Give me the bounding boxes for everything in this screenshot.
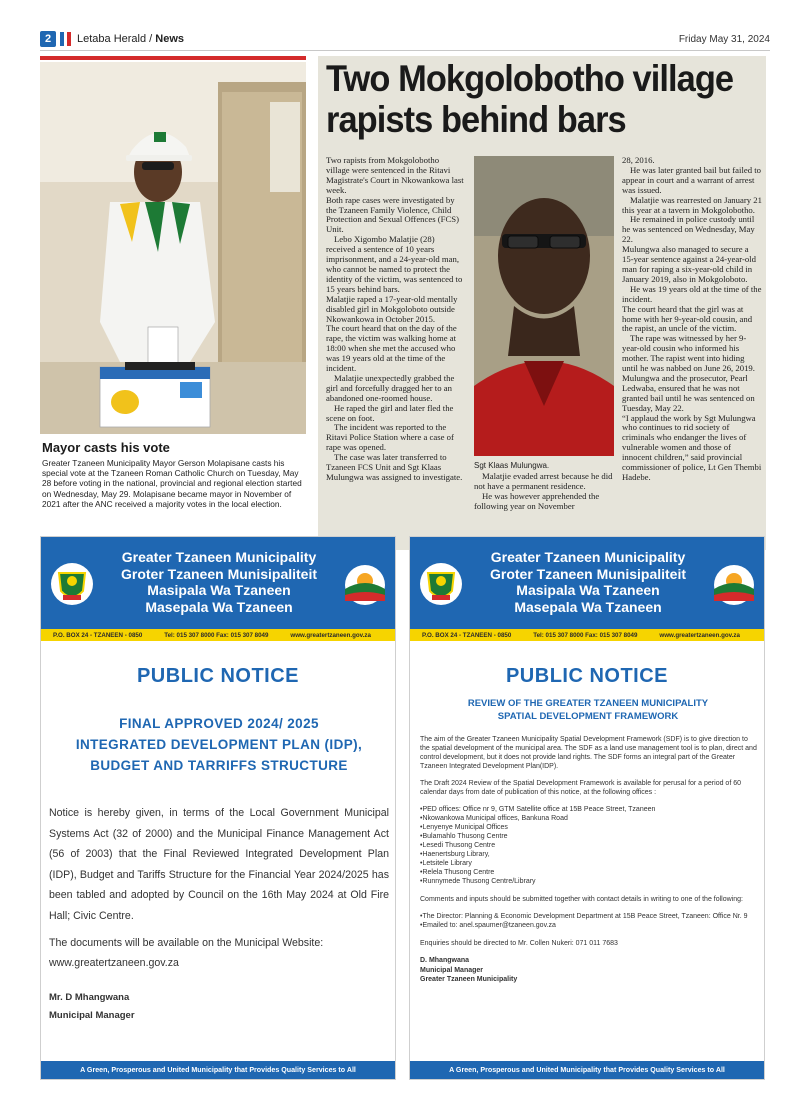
article-paragraph: Lebo Xigombo Malatjie (28) received a sentence of 10 years imprisonment, and a 24-year-old man, who cannot be named to protect the identity of the victim, was sentenced to 15 years behind bars. [326,234,463,294]
sdf-comments: Comments and inputs should be submitted together with contact details in writing to one of the following: [420,896,743,903]
office-list [420,805,758,886]
article-paragraph: Malatjie raped a 17-year-old mentally disabled girl in Mokgoloboto outside Nkowankowa in October 2015. [326,293,458,324]
sdf-enquiries: Enquiries should be directed to Mr. Collen Nukeri: 071 011 7683 [420,940,618,947]
municipality-name-english: Greater Tzaneen Municipality [121,549,317,565]
paper-name [77,33,184,45]
article-headline: Two Mokgolobotho village rapists behind bars [326,58,734,140]
municipality-name-sepedi: Masepala Wa Tzaneen [514,598,662,615]
article-paragraph: Malatjie unexpectedly grabbed the girl and forcefully dragged her to an abandoned one-roomed house. [326,372,455,403]
municipality-name-tsonga: Masipala Wa Tzaneen [147,582,291,598]
article-paragraph: “I applaud the work by Sgt Mulungwa who continues to rid society of criminals who endanger the lives of vulnerable women and those of innocent children,” said provincial commissioner of police, Lt Gen Thembi Hadebe. [622,412,762,482]
article-column-3 [622,156,762,483]
article-column-2 [474,472,614,512]
masthead-name: Letaba Herald [77,33,147,45]
mayor-photo [40,62,306,434]
municipality-name-english: Greater Tzaneen Municipality [490,549,686,565]
documents-line: The documents will be available on the Municipal Website: [49,937,324,949]
municipal-crest-icon [49,561,95,607]
list-item: • Lenyenye Municipal Offices [420,823,758,832]
article-paragraph: The rape was witnessed by her 9-year-old cousin who informed his mother. The rapist went into hiding until he was nabbed on June 26, 2019. Mulungwa and the prosecutor, Pearl Ledwaba, ensured that he was not granted bail until he was sentenced on Tuesday, May 22. [622,333,755,413]
slogan-footer: A Green, Prosperous and United Municipality that Provides Quality Services to All [41,1061,395,1079]
contact-list [420,912,758,930]
signatory-title: Municipal Manager [420,966,484,974]
sdf-aim: The aim of the Greater Tzaneen Municipality Spatial Development Framework (SDF) is to give direction to the spatial development of the municipal area. The SDF as a land use management tool is to plan, direct and control development, but it does not provide land rights. The SDF forms an integral part of the Greater Tzaneen Integrated Development Plan(IDP). [420,736,757,770]
notice-signature [49,989,349,1025]
article-paragraph: Two rapists from Mokgolobotho village were sentenced in the Ritavi Magistrate's Court in Nkowankowa last week. [326,155,464,195]
signatory-title: Municipal Manager [49,1010,135,1021]
photo-accent-rule [40,56,306,60]
article-paragraph: He was later granted bail but failed to appear in court and a warrant of arrest was issued. [622,164,761,195]
list-item: • Lesedi Thusong Centre [420,841,758,850]
header-accent-red [67,32,71,46]
tel-fax: Tel: 015 307 8000 Fax: 015 307 8049 [164,631,269,639]
municipality-name-tsonga: Masipala Wa Tzaneen [516,582,660,598]
list-item: • Bulamahlo Thusong Centre [420,832,758,841]
public-notice-sdf [409,536,765,1080]
article-paragraph: He remained in police custody until he was sentenced on Wednesday, May 22. [622,214,755,245]
notice-title: PUBLIC NOTICE [505,665,669,687]
notice-body: Notice is hereby given, in terms of the Local Government Municipal Systems Act (32 of 2000) and the Municipal Finance Management Act (56 of 2003) that the Final Reviewed Integrated Development Plan (IDP), Budget and Tariffs Structure for the Financial Year 2024/2025 has been tabled and adopted by Council on the 16th May 2024 at Old Fire Hall; Civic Centre. [49,807,389,922]
article-paragraph: The court heard that on the day of the rape, the victim was walking home at 18:00 when she met the accused who was 19 years old at the time of the incident. [326,323,457,374]
municipality-banner [410,537,764,629]
article-paragraph: Mulungwa also managed to secure a 15-year sentence against a 24-year-old man for raping a six-year-old child in January 2019, also in Mokgoloboto. [622,244,756,284]
municipality-name-sepedi: Masepala Wa Tzaneen [145,598,293,615]
portrait-caption: Sgt Klaas Mulungwa. [474,461,550,470]
section-name: News [155,33,185,45]
article-paragraph: He was however apprehended the following year on November [474,490,600,511]
notice-body [420,735,758,985]
signatory-org: Greater Tzaneen Municipality [420,976,518,983]
mayor-voting-illustration [40,62,306,434]
notice-title: PUBLIC NOTICE [136,665,300,687]
sdf-availability: The Draft 2024 Review of the Spatial Development Framework is available for perusal for a period of 60 calendar days from date of publication of this notice, at the following offices : [420,780,741,796]
slogan-footer: A Green, Prosperous and United Municipality that Provides Quality Services to All [410,1061,764,1079]
page-number: 2 [40,31,56,47]
subtitle-line: SPATIAL DEVELOPMENT FRAMEWORK [497,711,679,722]
municipal-logo-icon [341,563,389,607]
list-item: • PED offices: Office nr 9, GTM Satellite office at 15B Peace Street, Tzaneen [420,805,758,814]
header-rule [40,50,770,51]
subtitle-line: FINAL APPROVED 2024/ 2025 [119,716,319,731]
article-paragraph: 28, 2016. [622,155,655,165]
article-paragraph: He raped the girl and later fled the scene on foot. [326,402,454,423]
list-item: • Relela Thusong Centre [420,868,758,877]
municipality-name-afrikaans: Groter Tzaneen Munisipaliteit [120,565,318,582]
signatory-name: Mr. D Mhangwana [49,992,130,1003]
article-paragraph: Malatjie was rearrested on January 21 this year at a tavern in Mokgolobotho. [622,194,762,215]
tel-fax: Tel: 015 307 8000 Fax: 015 307 8049 [533,631,638,639]
notice-subtitle [51,713,387,776]
list-item: • Haenertsburg Library, [420,850,758,859]
article-paragraph: Malatjie evaded arrest because he did not have a permanent residence. [474,471,613,491]
article-paragraph: The incident was reported to the Ritavi Police Station where a case of rape was opened. [326,422,454,453]
notice-signature [420,956,758,985]
website: www.greatertzaneen.gov.za [290,631,371,639]
documents-website: www.greatertzaneen.gov.za [49,957,179,969]
signatory-name: D. Mhangwana [420,957,470,964]
list-item: • Emailed to: anel.spaumer@tzaneen.gov.za [420,921,758,930]
subtitle-line: REVIEW OF THE GREATER TZANEEN MUNICIPALITY [467,698,709,709]
municipality-names [472,549,704,615]
contact-strip [410,629,764,641]
website: www.greatertzaneen.gov.za [659,631,740,639]
list-item: • Letsitele Library [420,859,758,868]
po-box: P.O. BOX 24 - TZANEEN - 0850 [53,631,143,639]
issue-date: Friday May 31, 2024 [678,33,770,45]
photo-caption: Greater Tzaneen Municipality Mayor Gerson Molapisane casts his special vote at the Tzaneen Roman Catholic Church on Tuesday, May 28 before voting in the national, provincial and regional election started on Wednesday, May 29. Molapisane became mayor in November of 2021 after the ANC received a majority votes in the local election. [42,458,302,509]
masthead-separator: / [149,33,153,45]
subtitle-line: INTEGRATED DEVELOPMENT PLAN (IDP), [75,737,363,752]
municipality-banner [41,537,395,629]
article-paragraph: He was 19 years old at the time of the incident. [622,283,762,304]
documents-availability [49,933,389,973]
article-paragraph: The case was later transferred to Tzaneen FCS Unit and Sgt Klaas Mulungwa was assigned to investigate. [326,452,463,482]
municipal-crest-icon [418,561,464,607]
list-item: • The Director: Planning & Economic Development Department at 15B Peace Street, Tzaneen: Office Nr. 9 [420,912,758,921]
po-box: P.O. BOX 24 - TZANEEN - 0850 [422,631,512,639]
contact-strip [41,629,395,641]
municipality-name-afrikaans: Groter Tzaneen Munisipaliteit [489,565,687,582]
sgt-mulungwa-photo [474,156,614,456]
municipal-logo-icon [710,563,758,607]
article-paragraph: The court heard that the girl was at home with her 9-year-old cousin, and the rapist, an uncle of the victim. [622,303,753,334]
article-column-1 [326,156,464,483]
list-item: • Nkowankowa Municipal offices, Bankuna Road [420,814,758,823]
header-accent-blue [60,32,64,46]
municipality-names [103,549,335,615]
list-item: • Runnymede Thusong Centre/Library [420,877,758,886]
notice-subtitle [420,697,756,723]
article-paragraph: Both rape cases were investigated by the Tzaneen Family Violence, Child Protection and Sexual Offences (FCS) Unit. [326,194,460,235]
photo-headline: Mayor casts his vote [42,440,170,455]
page-header [40,30,770,48]
public-notice-idp [40,536,396,1080]
portrait-illustration [474,156,614,456]
subtitle-line: BUDGET AND TARRIFFS STRUCTURE [90,758,348,773]
